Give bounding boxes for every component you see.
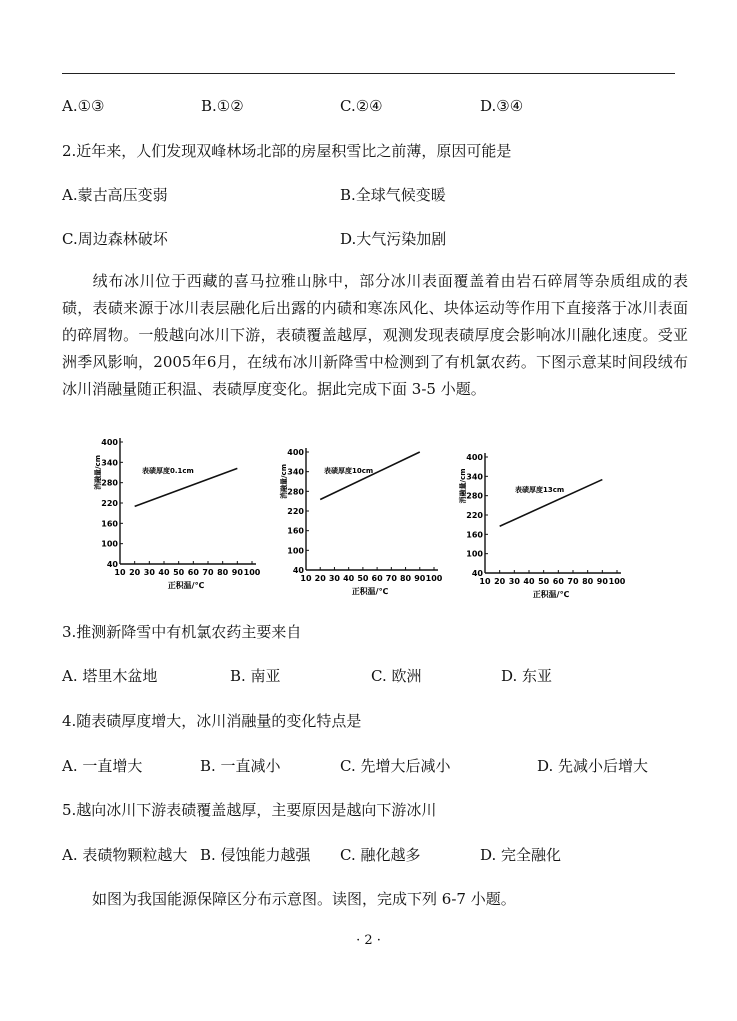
passage-energy: 如图为我国能源保障区分布示意图。读图，完成下列 6-7 小题。 [92, 890, 516, 908]
series-line [320, 452, 420, 500]
y-axis-label: 消融量/cm [459, 468, 467, 504]
q5-option-a: A. 表碛物颗粒越大 [62, 846, 188, 864]
y-tick-label: 40 [292, 566, 304, 575]
x-tick-label: 60 [371, 574, 383, 583]
x-tick-label: 10 [114, 568, 126, 577]
y-tick-label: 40 [471, 569, 483, 578]
q4-option-b: B. 一直减小 [200, 757, 281, 775]
x-tick-label: 70 [202, 568, 214, 577]
q2-option-d: D.大气污染加剧 [340, 230, 447, 248]
y-tick-label: 160 [466, 530, 483, 540]
x-tick-label: 100 [608, 577, 626, 586]
q2-stem: 2.近年来，人们发现双峰林场北部的房屋积雪比之前薄，原因可能是 [62, 142, 512, 160]
chart-2-svg [276, 445, 448, 597]
x-tick-label: 60 [552, 577, 564, 586]
x-tick-label: 20 [129, 568, 141, 577]
x-tick-label: 40 [343, 574, 355, 583]
x-axis-label: 正积温/℃ [351, 587, 389, 596]
y-tick-label: 100 [466, 549, 483, 559]
y-tick-label: 280 [287, 487, 304, 497]
y-tick-label: 400 [466, 453, 483, 462]
y-tick-label: 160 [101, 519, 118, 529]
q5-stem: 5.越向冰川下游表碛覆盖越厚，主要原因是越向下游冰川 [62, 801, 437, 819]
y-tick-label: 280 [466, 491, 483, 501]
x-tick-label: 30 [143, 568, 155, 577]
q4-option-a: A. 一直增大 [62, 757, 143, 775]
y-tick-label: 100 [287, 546, 304, 556]
x-tick-label: 80 [582, 577, 594, 586]
q3-option-c: C. 欧洲 [371, 667, 422, 685]
q5-option-b: B. 侵蚀能力越强 [200, 846, 311, 864]
q3-option-a: A. 塔里木盆地 [62, 667, 158, 685]
x-tick-label: 40 [158, 568, 170, 577]
x-tick-label: 100 [243, 568, 261, 577]
q5-option-d: D. 完全融化 [480, 846, 562, 864]
y-tick-label: 220 [466, 511, 483, 520]
page-number: · 2 · [356, 933, 381, 948]
x-tick-label: 30 [508, 577, 520, 586]
q4-option-c: C. 先增大后减小 [340, 757, 451, 775]
q2-option-c: C.周边森林破坏 [62, 230, 168, 248]
x-tick-label: 70 [385, 574, 397, 583]
y-tick-label: 280 [101, 478, 118, 488]
y-tick-label: 340 [101, 458, 118, 468]
q4-stem: 4.随表碛厚度增大，冰川消融量的变化特点是 [62, 712, 362, 730]
series-annotation: 表碛厚度0.1cm [142, 467, 194, 475]
y-tick-label: 220 [101, 499, 118, 508]
q1-option-b: B.①② [201, 97, 244, 115]
x-axis-label: 正积温/℃ [167, 581, 205, 590]
x-tick-label: 100 [425, 574, 443, 583]
q2-option-b: B.全球气候变暖 [340, 186, 446, 204]
x-tick-label: 80 [399, 574, 412, 583]
x-tick-label: 10 [300, 574, 312, 583]
x-tick-label: 20 [494, 577, 506, 586]
x-axis-label: 正积温/℃ [532, 590, 570, 599]
chart-2 [276, 445, 448, 601]
series-annotation: 表碛厚度13cm [515, 486, 565, 494]
q3-option-b: B. 南亚 [230, 667, 281, 685]
q3-stem: 3.推测新降雪中有机氯农药主要来自 [62, 623, 302, 641]
x-tick-label: 50 [173, 568, 185, 577]
y-tick-label: 340 [287, 467, 304, 477]
y-axis-label: 消融量/cm [94, 455, 102, 490]
y-tick-label: 220 [287, 507, 304, 516]
q4-option-d: D. 先减小后增大 [537, 757, 649, 775]
x-tick-label: 40 [523, 577, 535, 586]
y-axis-label: 消融量/cm [280, 464, 288, 499]
passage-glacier-text: 绒布冰川位于西藏的喜马拉雅山脉中，部分冰川表面覆盖着由岩石碎屑等杂质组成的表碛，表碛来源于冰川表层融化后出露的内碛和寒冻风化、块体运动等作用下直接落于冰川表面的碎屑物。一般越向冰川下游，表碛覆盖越厚，观测发现表碛厚度会影响冰川融化速度。受亚洲季风影响，2005年6月，在绒布冰川新降雪中检测到了有机氯农药。下图示意某时间段绒布冰川消融量随正积温、表碛厚度变化。据此完成下面 3-5 小题。 [62, 272, 688, 398]
y-tick-label: 340 [466, 472, 483, 482]
x-tick-label: 30 [328, 574, 341, 583]
x-tick-label: 70 [567, 577, 579, 586]
chart-3-svg [456, 447, 628, 599]
y-tick-label: 400 [287, 448, 304, 457]
y-tick-label: 40 [106, 560, 118, 569]
x-tick-label: 10 [479, 577, 491, 586]
chart-1-svg [92, 438, 264, 596]
x-tick-label: 90 [231, 568, 243, 577]
x-tick-label: 90 [596, 577, 608, 586]
passage-glacier [62, 268, 688, 403]
y-tick-label: 400 [101, 438, 118, 447]
x-tick-label: 60 [187, 568, 199, 577]
x-tick-label: 90 [414, 574, 426, 583]
q1-option-d: D.③④ [480, 97, 524, 115]
x-tick-label: 20 [314, 574, 326, 583]
series-annotation: 表碛厚度10cm [324, 467, 374, 475]
x-tick-label: 80 [217, 568, 229, 577]
y-tick-label: 160 [287, 526, 304, 536]
chart-3 [456, 447, 628, 603]
q1-option-c: C.②④ [340, 97, 383, 115]
q5-option-c: C. 融化越多 [340, 846, 421, 864]
x-tick-label: 50 [538, 577, 550, 586]
chart-1 [92, 438, 264, 600]
q3-option-d: D. 东亚 [501, 667, 553, 685]
x-tick-label: 50 [357, 574, 369, 583]
y-tick-label: 100 [101, 539, 118, 549]
q2-option-a: A.蒙古高压变弱 [62, 186, 168, 204]
header-rule [62, 73, 675, 74]
q1-option-a: A.①③ [62, 97, 105, 115]
